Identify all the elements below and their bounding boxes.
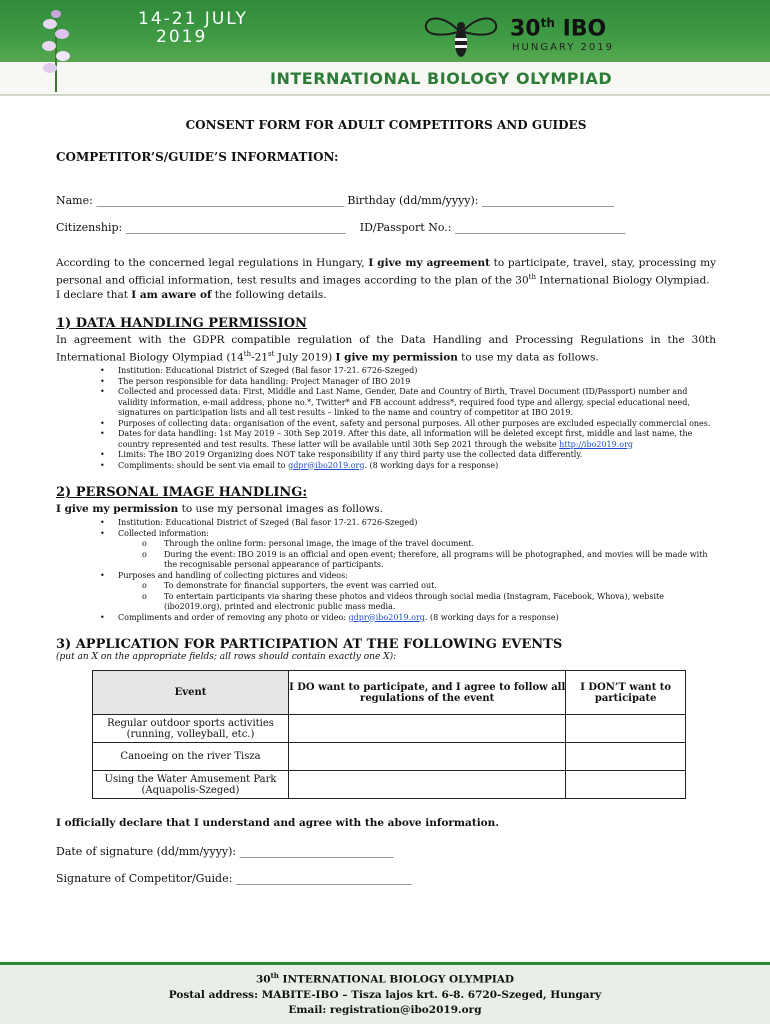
sub-list-item: o During the event: IBO 2019 is an official and open event; therefore, all programs will be photographed, and movies will be made with the recognisable personal appearance of participants. [142,550,716,571]
banner-green-strip [0,0,770,62]
section3-note: (put an X on the appropriate fields; all rows should contain exactly one X): [56,652,397,662]
dont-participate-cell[interactable] [566,715,686,743]
form-content [56,118,716,885]
event-column-header: Event [93,671,289,715]
list-item: • The person responsible for data handling: Project Manager of IBO 2019 [102,377,716,388]
list-item: • Purposes of collecting data: organisation of the event, safety and personal purposes. All other purposes are excluded especially commercial ones. [102,419,716,430]
section3-title: 3) APPLICATION FOR PARTICIPATION AT THE FOLLOWING EVENTS [56,637,563,652]
do-participate-cell[interactable] [289,715,566,743]
list-item: • Limits: The IBO 2019 Organizing does NOT take responsibility if any third party use the collected data differently. [102,450,716,461]
section1-intro: In agreement with the GDPR compatible regulation of the Data Handling and Processing Regulations in the 30th International Biology Olympiad (14th-21st July 2019) I give my permission to use my data as follows. [56,333,716,363]
list-item: • Purposes and handling of collecting pictures and videos: o To demonstrate for financial supporters, the event was carried out. o To entertain participants via sharing these photos and videos through social media (Instagram, Facebook, Whova), website (ibo2019.org), printed and electronic public mass media. [102,571,716,613]
citizenship-field[interactable]: Citizenship: ________________________________________ [56,221,346,234]
sub-list-item: o To demonstrate for financial supporters, the event was carried out. [142,581,716,592]
list-item: • Institution: Educational District of Szeged (Bal fasor 17-21. 6726-Szeged) [102,518,716,529]
gdpr-email-link[interactable]: gdpr@ibo2019.org [288,460,365,470]
list-item: • Compliments: should be sent via email to gdpr@ibo2019.org. (8 working days for a response) [102,461,716,472]
table-row [93,743,686,771]
birthday-field[interactable]: Birthday (dd/mm/yyyy): ________________________ [347,194,615,207]
footer-title: 30th INTERNATIONAL BIOLOGY OLYMPIAD [255,971,515,986]
bee-logo-icon [420,10,502,60]
do-participate-cell[interactable] [289,743,566,771]
list-item: • Collected and processed data: First, Middle and Last Name, Gender, Date and Country of Birth, Travel Document (ID/Passport) number and validity information, e-mail address, phone no.*, Twitter* and FB account address*, required food type and allergy, special educational need, signatures on participation lists and all test results – linked to the name and country of competitor at IBO 2019. [102,387,716,419]
footer-email[interactable]: Email: registration@ibo2019.org [288,1003,482,1016]
ibo-title: 30th IBO [510,16,607,42]
signature-field[interactable]: Signature of Competitor/Guide: ________________________________ [56,872,412,885]
event-dates: 14-21 JULY 2019 [138,9,248,47]
section2-intro: I give my permission to use my personal images as follows. [56,503,384,515]
collected-sublist [142,539,716,571]
dont-participate-header: I DON’T want to participate [566,671,686,715]
section1-list [102,366,716,471]
declaration-text: I officially declare that I understand and agree with the above information. [56,817,499,829]
olympiad-title: INTERNATIONAL BIOLOGY OLYMPIAD [270,69,613,88]
sub-list-item: o To entertain participants via sharing these photos and videos through social media (Instagram, Facebook, Whova), website (ibo2019.org), printed and electronic public mass media. [142,592,716,613]
section2-title: 2) PERSONAL IMAGE HANDLING: [56,485,308,500]
section1-title: 1) DATA HANDLING PERMISSION [56,315,307,331]
table-row [93,771,686,799]
footer-address: Postal address: MABITE-IBO – Tisza lajos krt. 6-8. 6720-Szeged, Hungary [168,988,602,1001]
event-name-cell: Canoeing on the river Tisza [93,743,289,771]
ibo-website-link[interactable]: http://ibo2019.org [559,439,634,449]
form-title: CONSENT FORM FOR ADULT COMPETITORS AND GUIDES [185,118,587,132]
do-participate-header: I DO want to participate, and I agree to follow all regulations of the event [289,671,566,715]
dont-participate-cell[interactable] [566,771,686,799]
list-item: • Dates for data handling: 1st May 2019 – 30th Sep 2019. After this date, all information will be deleted except first, middle and last name, the country represented and test results. These latter will be available until 30th Sep 2021 through the website http://ibo2019.org [102,429,716,450]
intro-paragraph: According to the concerned legal regulations in Hungary, I give my agreement to participate, travel, stay, processing my personal and official information, test results and images according to the plan of the 30th International Biology Olympiad. I declare that I am aware of the following details. [56,257,717,301]
event-name-cell: Regular outdoor sports activities (running, volleyball, etc.) [93,715,289,743]
info-heading: COMPETITOR’S/GUIDE’S INFORMATION: [56,150,339,164]
name-birthday-row [56,194,716,207]
list-item: • Compliments and order of removing any photo or video: gdpr@ibo2019.org. (8 working days for a response) [102,613,716,624]
gdpr-email-link[interactable]: gdpr@ibo2019.org [348,612,425,622]
table-header-row [93,671,686,715]
dont-participate-cell[interactable] [566,743,686,771]
events-table [92,670,686,799]
event-name-cell: Using the Water Amusement Park (Aquapolis-Szeged) [93,771,289,799]
footer [0,962,770,1024]
orchid-flower-icon [36,4,76,92]
table-row [93,715,686,743]
signature-date-field[interactable]: Date of signature (dd/mm/yyyy): ____________________________ [56,845,394,858]
list-item: • Institution: Educational District of Szeged (Bal fasor 17-21. 6726-Szeged) [102,366,716,377]
name-field[interactable]: Name: _____________________________________________ [56,194,344,207]
purposes-sublist [142,581,716,613]
passport-field[interactable]: ID/Passport No.: _______________________________ [359,221,626,234]
header-banner [0,0,770,96]
list-item: • Collected information: o Through the online form: personal image, the image of the travel document. o During the event: IBO 2019 is an official and open event; therefore, all programs will be photographed, and movies will be made with the recognisable personal appearance of participants. [102,529,716,571]
ibo-hungary: HUNGARY 2019 [512,42,614,53]
section2-list [102,518,716,623]
do-participate-cell[interactable] [289,771,566,799]
sub-list-item: o Through the online form: personal image, the image of the travel document. [142,539,716,550]
citizenship-passport-row [56,221,716,234]
